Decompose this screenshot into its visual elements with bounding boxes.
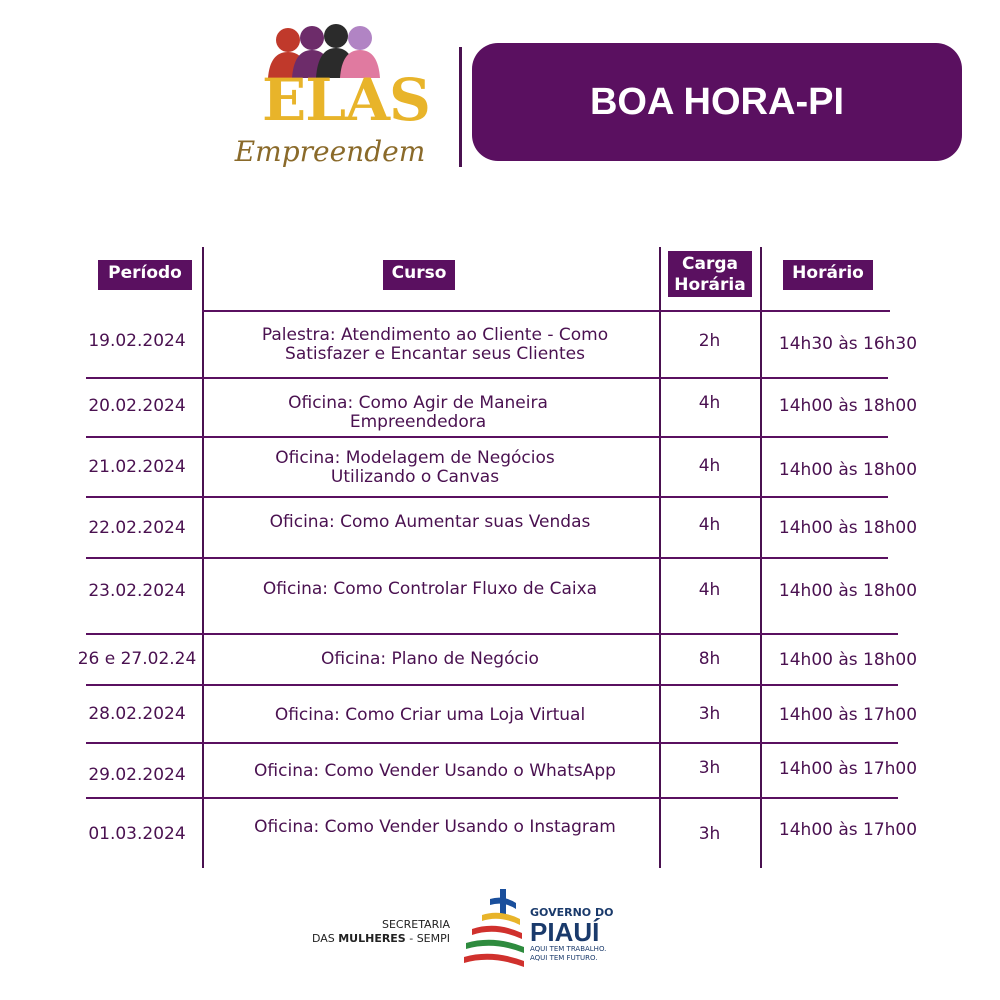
cell-horario: 14h00 às 17h00 — [778, 759, 918, 779]
header-horario: Horário — [783, 260, 873, 290]
piaui-text: PIAUÍ — [530, 917, 600, 947]
cell-carga: 8h — [698, 649, 721, 669]
header-divider — [459, 47, 462, 167]
cell-periodo: 29.02.2024 — [88, 765, 186, 785]
row-divider — [86, 496, 888, 498]
cell-periodo: 28.02.2024 — [88, 704, 186, 724]
secretaria-suffix: - SEMPI — [405, 932, 450, 945]
row-divider — [86, 436, 888, 438]
row-divider — [86, 684, 898, 686]
secretaria-bold: MULHERES — [338, 932, 406, 945]
header-carga: Carga Horária — [668, 251, 752, 297]
cell-curso: Oficina: Como Aumentar suas Vendas — [269, 512, 591, 532]
cell-curso: Oficina: Como Vender Usando o Instagram — [254, 817, 616, 837]
cell-carga: 3h — [698, 824, 721, 844]
governo-piaui-logo — [530, 906, 650, 963]
cell-curso: Oficina: Modelagem de Negócios Utilizando o Canvas — [275, 448, 555, 487]
cell-carga: 4h — [698, 393, 721, 413]
cell-carga: 2h — [698, 331, 721, 351]
row-divider — [202, 310, 890, 312]
row-divider — [86, 633, 898, 635]
header-periodo: Período — [98, 260, 192, 290]
cell-horario: 14h00 às 18h00 — [778, 396, 918, 416]
cell-periodo: 23.02.2024 — [88, 581, 186, 601]
cell-horario: 14h00 às 18h00 — [778, 650, 918, 670]
slogan-line2: AQUI TEM FUTURO. — [530, 954, 598, 962]
cell-curso: Oficina: Como Criar uma Loja Virtual — [274, 705, 586, 725]
cell-horario: 14h00 às 18h00 — [778, 518, 918, 538]
cell-horario: 14h00 às 18h00 — [778, 581, 918, 601]
cell-periodo: 19.02.2024 — [88, 331, 186, 351]
secretaria-prefix: DAS — [311, 932, 339, 945]
slogan-line1: AQUI TEM TRABALHO. — [530, 945, 607, 953]
cell-horario: 14h30 às 16h30 — [778, 334, 918, 354]
cell-periodo: 01.03.2024 — [88, 824, 186, 844]
secretaria-logo — [290, 918, 450, 946]
header-curso: Curso — [383, 260, 455, 290]
secretaria-line1: SECRETARIA — [381, 918, 450, 931]
location-banner — [472, 43, 962, 161]
cell-carga: 4h — [698, 580, 721, 600]
cell-curso: Oficina: Como Agir de Maneira Empreendedora — [288, 393, 548, 432]
cell-periodo: 21.02.2024 — [88, 457, 186, 477]
cell-horario: 14h00 às 17h00 — [778, 705, 918, 725]
banner-text: BOA HORA-PI — [589, 80, 845, 123]
cell-periodo: 22.02.2024 — [88, 518, 186, 538]
row-divider — [86, 797, 898, 799]
row-divider — [86, 742, 898, 744]
cell-curso: Oficina: Plano de Negócio — [321, 649, 539, 669]
cell-curso: Palestra: Atendimento ao Cliente - Como Satisfazer e Encantar seus Clientes — [261, 325, 609, 364]
row-divider — [86, 377, 888, 379]
cell-carga: 4h — [698, 515, 721, 535]
elas-empreendem-logo — [210, 18, 450, 188]
cell-curso: Oficina: Como Controlar Fluxo de Caixa — [262, 579, 598, 599]
row-divider — [86, 557, 888, 559]
cell-periodo: 26 e 27.02.24 — [77, 649, 197, 669]
logo-title: ELAS — [262, 66, 430, 134]
cell-carga: 4h — [698, 456, 721, 476]
cell-curso: Oficina: Como Vender Usando o WhatsApp — [254, 761, 616, 781]
cell-periodo: 20.02.2024 — [88, 396, 186, 416]
cell-horario: 14h00 às 17h00 — [778, 820, 918, 840]
logo-subtitle: Empreendem — [234, 135, 426, 168]
cell-carga: 3h — [698, 704, 721, 724]
governo-text: GOVERNO DO — [530, 906, 614, 919]
cell-carga: 3h — [698, 758, 721, 778]
piaui-flag-icon — [460, 885, 530, 975]
cell-horario: 14h00 às 18h00 — [778, 460, 918, 480]
